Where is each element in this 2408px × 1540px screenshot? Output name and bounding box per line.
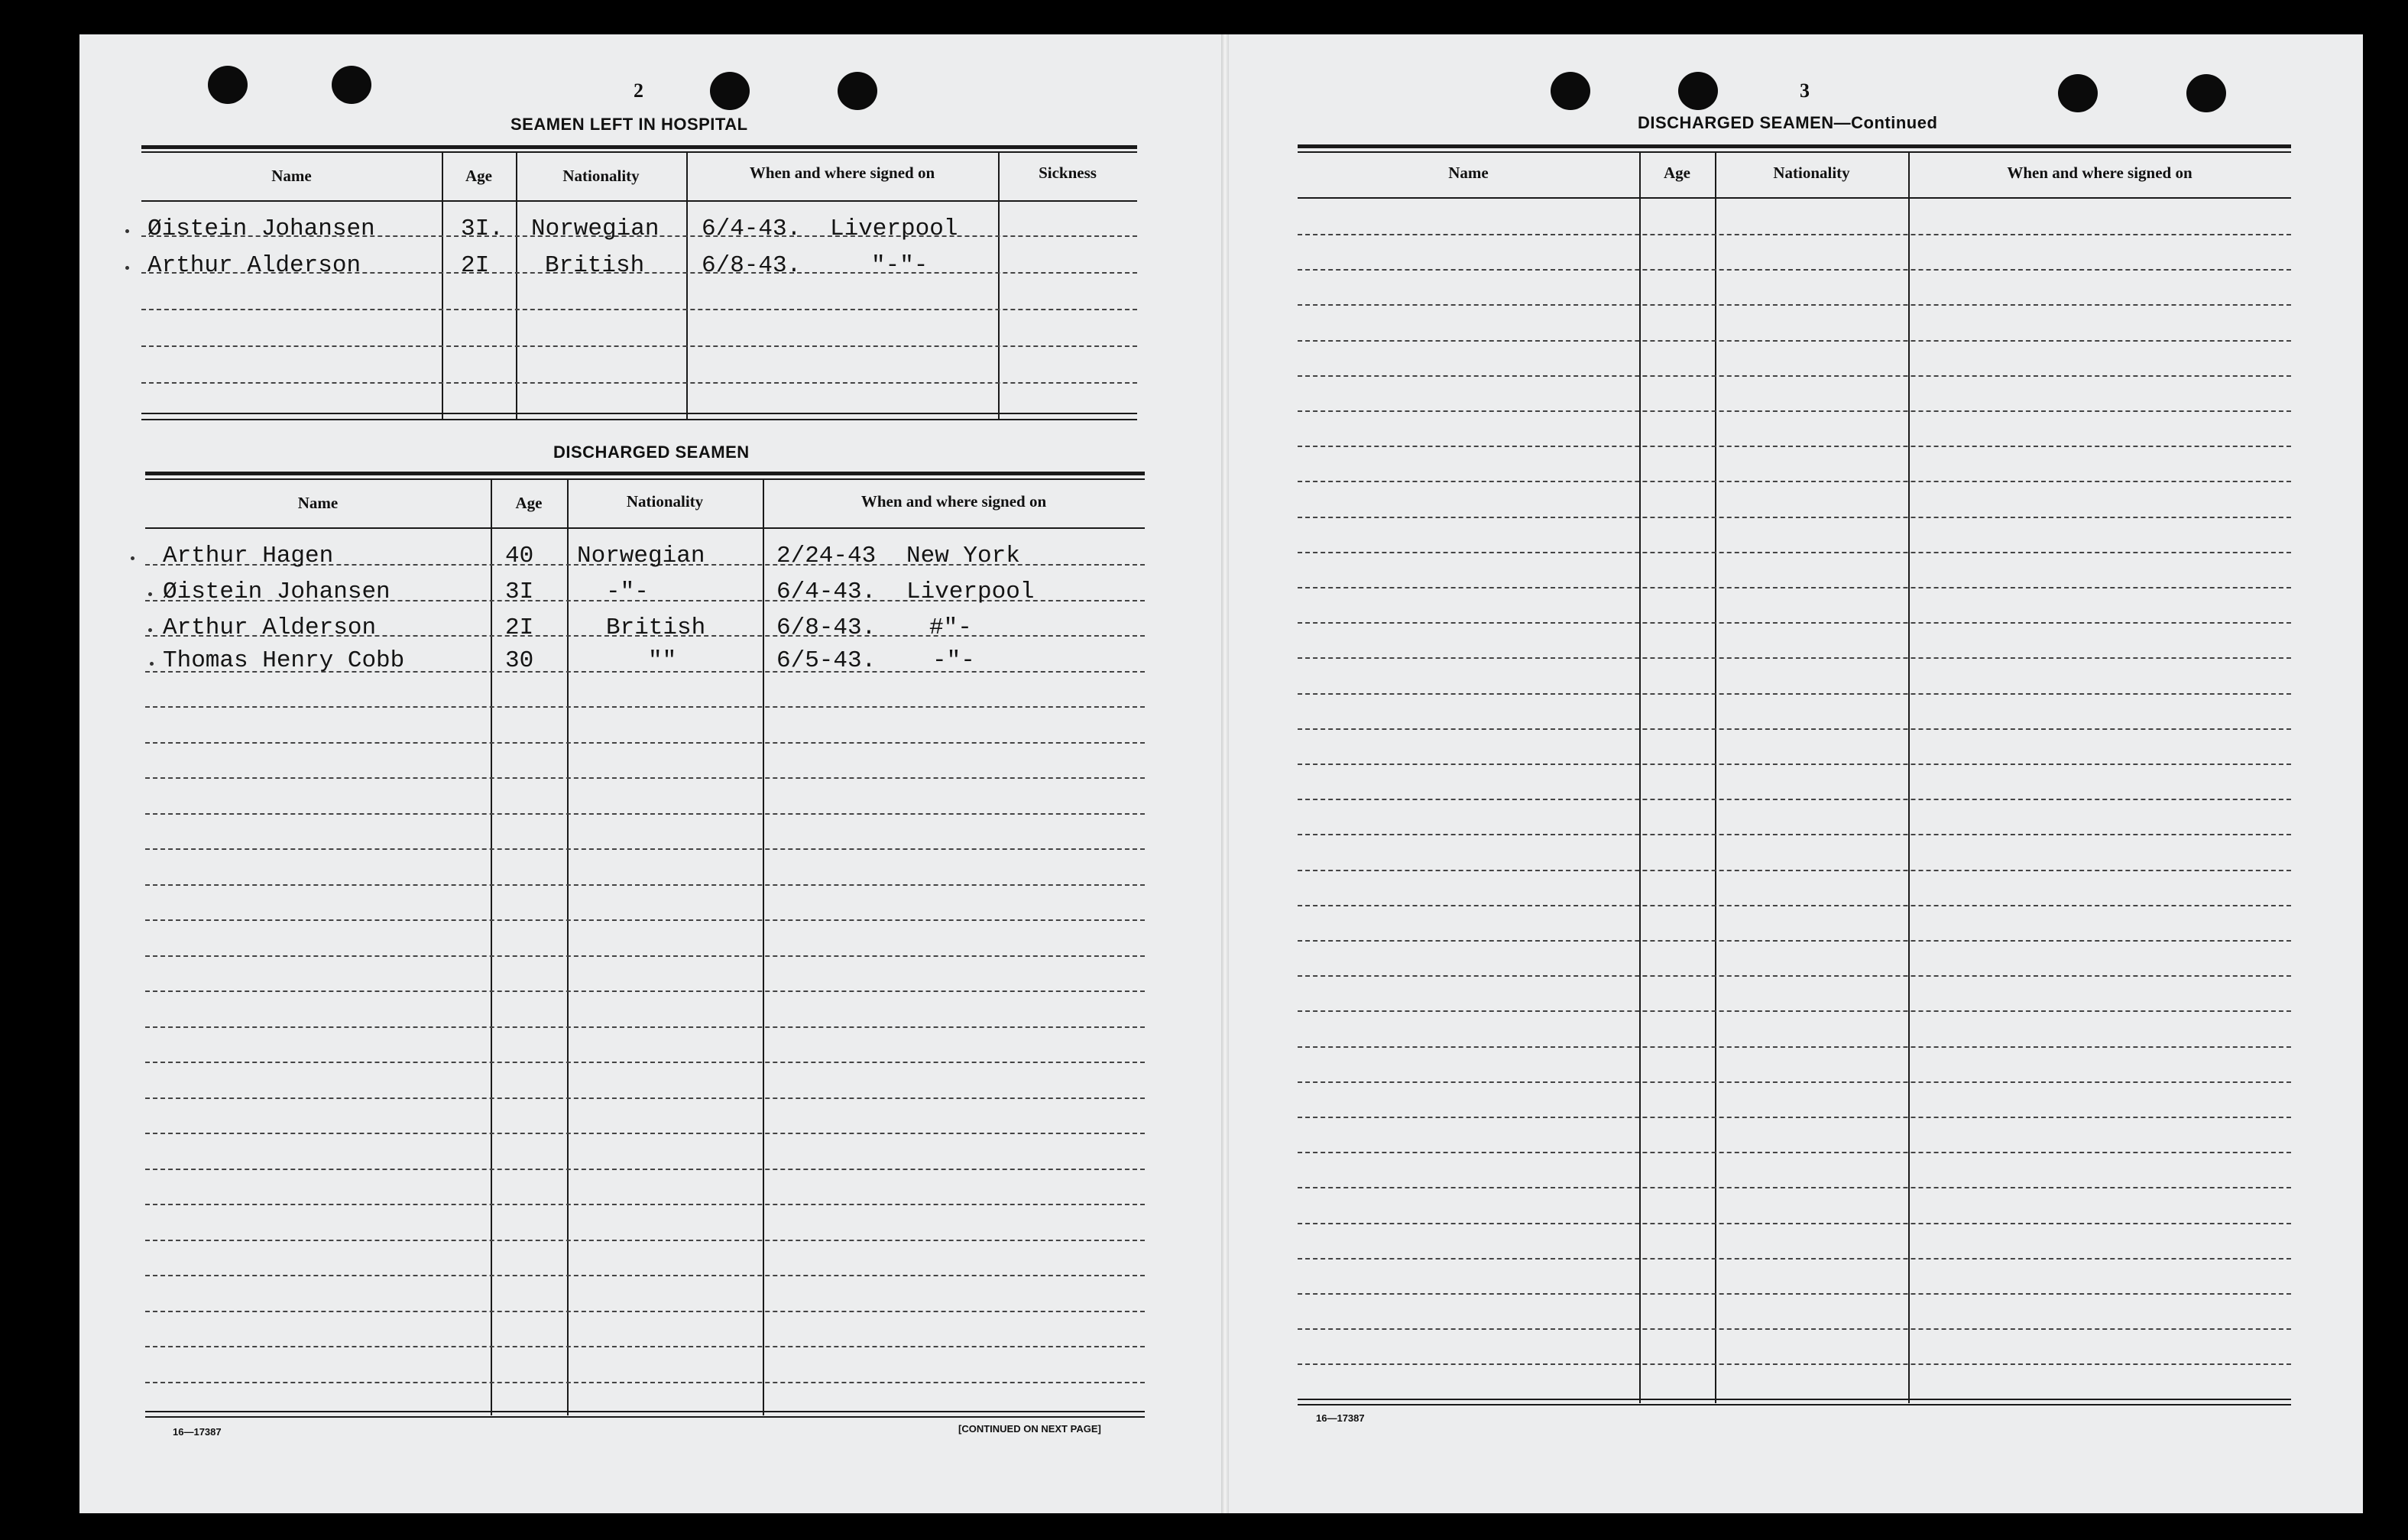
ruled-line <box>1298 1187 2291 1188</box>
table-top-rule <box>1298 151 2291 153</box>
column-header-name: Name <box>297 494 339 512</box>
ruled-line <box>1298 1081 2291 1083</box>
ruled-line <box>145 1133 1145 1134</box>
column-header-age: Age <box>1664 164 1690 182</box>
form-number: 16—17387 <box>1316 1412 1365 1424</box>
ruled-line <box>1298 764 2291 765</box>
ruled-line <box>1298 304 2291 306</box>
right-page <box>1226 34 2363 1513</box>
column-header-nationality: Nationality <box>1773 164 1850 182</box>
column-header-signed-on: When and where signed on <box>860 492 1047 511</box>
column-header-nationality: Nationality <box>626 492 704 511</box>
ruled-line <box>145 1204 1145 1205</box>
ruled-line <box>145 884 1145 886</box>
header-bottom-rule <box>145 527 1145 529</box>
ruled-line <box>145 1097 1145 1099</box>
ruled-line <box>1298 375 2291 377</box>
ruled-line <box>1298 693 2291 695</box>
column-header-sickness: Sickness <box>1039 164 1097 182</box>
discharged-row-age: 3I <box>505 579 534 605</box>
discharged-section-title: DISCHARGED SEAMEN <box>553 443 750 462</box>
ruled-line <box>1298 1258 2291 1260</box>
table-bottom-rule <box>141 413 1137 414</box>
ruled-line <box>1298 1293 2291 1295</box>
table-top-rule <box>141 151 1137 153</box>
ruled-line <box>145 990 1145 992</box>
column-header-nationality: Nationality <box>562 167 640 185</box>
ruled-line <box>1298 622 2291 624</box>
hospital-row-nationality: British <box>545 252 645 279</box>
ruled-line <box>1298 1328 2291 1330</box>
discharged-row-date: 6/4-43. <box>776 579 877 605</box>
column-header-name: Name <box>271 167 312 185</box>
ruled-line <box>145 1169 1145 1170</box>
hospital-row-place: "-"- <box>871 252 929 279</box>
table-top-rule <box>1298 144 2291 148</box>
punch-hole <box>1551 72 1590 110</box>
discharged-row-nationality: "" <box>648 647 677 674</box>
ruled-line <box>145 1240 1145 1241</box>
ruled-line <box>1298 587 2291 588</box>
discharged-row-name: Arthur Alderson <box>163 614 377 641</box>
row-check-mark <box>131 556 134 560</box>
column-divider <box>998 151 1000 419</box>
table-top-rule <box>145 478 1145 480</box>
column-header-name: Name <box>1448 164 1489 182</box>
discharged-row-name: Øistein Johansen <box>163 579 391 605</box>
ruled-line <box>1298 834 2291 835</box>
ruled-line <box>1298 1363 2291 1365</box>
ruled-line <box>145 742 1145 744</box>
discharged-row-date: 2/24-43 <box>776 543 877 569</box>
ruled-line <box>145 706 1145 708</box>
form-number: 16—17387 <box>173 1426 222 1438</box>
punch-hole <box>710 72 750 110</box>
ruled-line <box>145 919 1145 921</box>
ruled-line <box>1298 728 2291 730</box>
hospital-row-place: Liverpool <box>830 216 958 242</box>
discharged-row-nationality: Norwegian <box>577 543 705 569</box>
column-divider <box>686 151 688 419</box>
ruled-line <box>1298 1010 2291 1012</box>
table-bottom-rule <box>145 1416 1145 1418</box>
ruled-line <box>1298 340 2291 342</box>
punch-hole <box>332 66 371 104</box>
ruled-line <box>145 1062 1145 1063</box>
ruled-line <box>1298 234 2291 235</box>
ruled-line <box>1298 410 2291 412</box>
discharged-row-age: 2I <box>505 614 534 641</box>
hospital-section-title: SEAMEN LEFT IN HOSPITAL <box>510 115 748 134</box>
column-header-signed-on: When and where signed on <box>2007 164 2192 182</box>
punch-hole <box>2186 74 2226 112</box>
ruled-line <box>145 955 1145 957</box>
ruled-line <box>1298 552 2291 553</box>
ruled-line <box>1298 870 2291 871</box>
discharged-continued-title: DISCHARGED SEAMEN—Continued <box>1638 113 1938 132</box>
hospital-row-date: 6/4-43. <box>702 216 802 242</box>
ruled-line <box>145 1275 1145 1276</box>
row-check-mark <box>125 266 129 270</box>
ruled-line <box>1298 1152 2291 1153</box>
discharged-row-place: Liverpool <box>906 579 1035 605</box>
ruled-line <box>145 848 1145 850</box>
punch-hole <box>208 66 248 104</box>
discharged-row-nationality: British <box>606 614 706 641</box>
ruled-line <box>1298 1223 2291 1224</box>
page-number: 3 <box>1800 79 1810 102</box>
table-bottom-rule <box>141 419 1137 420</box>
column-header-signed-on: When and where signed on <box>749 164 935 182</box>
discharged-row-place: #"- <box>929 614 972 641</box>
discharged-row-age: 40 <box>505 543 534 569</box>
hospital-row-name: Øistein Johansen <box>147 216 375 242</box>
discharged-row-age: 30 <box>505 647 534 674</box>
ruled-line <box>145 1382 1145 1383</box>
row-check-mark <box>150 662 154 666</box>
table-bottom-rule <box>145 1411 1145 1412</box>
column-header-age: Age <box>515 494 543 512</box>
ruled-line <box>145 1311 1145 1312</box>
discharged-row-place: -"- <box>932 647 975 674</box>
ruled-line <box>141 345 1137 347</box>
hospital-row-age: 3I. <box>461 216 504 242</box>
ruled-line <box>1298 657 2291 659</box>
hospital-row-nationality: Norwegian <box>531 216 660 242</box>
ruled-line <box>1298 975 2291 977</box>
page-gutter <box>1221 34 1229 1513</box>
table-bottom-rule <box>1298 1399 2291 1400</box>
column-divider <box>516 151 517 419</box>
ruled-line <box>145 813 1145 815</box>
ruled-line <box>1298 1046 2291 1048</box>
ruled-line <box>145 1346 1145 1347</box>
ruled-line <box>141 309 1137 310</box>
ruled-line <box>1298 517 2291 518</box>
row-check-mark <box>148 592 152 596</box>
header-bottom-rule <box>1298 197 2291 199</box>
row-check-mark <box>148 628 152 632</box>
punch-hole <box>2058 74 2098 112</box>
ruled-line <box>141 382 1137 384</box>
row-check-mark <box>125 229 129 233</box>
ruled-line <box>1298 481 2291 482</box>
discharged-row-name: Arthur Hagen <box>163 543 334 569</box>
table-bottom-rule <box>1298 1404 2291 1405</box>
discharged-row-date: 6/5-43. <box>776 647 877 674</box>
discharged-row-place: New York <box>906 543 1020 569</box>
ruled-line <box>1298 799 2291 800</box>
punch-hole <box>1678 72 1718 110</box>
column-header-age: Age <box>465 167 492 185</box>
discharged-row-name: Thomas Henry Cobb <box>163 647 405 674</box>
hospital-row-name: Arthur Alderson <box>147 252 361 279</box>
table-top-rule <box>141 145 1137 149</box>
hospital-row-date: 6/8-43. <box>702 252 802 279</box>
page-number: 2 <box>634 79 643 102</box>
ruled-line <box>1298 940 2291 942</box>
discharged-row-nationality: -"- <box>606 579 649 605</box>
ruled-line <box>145 1026 1145 1028</box>
discharged-row-date: 6/8-43. <box>776 614 877 641</box>
ruled-line <box>1298 1117 2291 1118</box>
ruled-line <box>1298 446 2291 447</box>
header-bottom-rule <box>141 200 1137 202</box>
continued-note: [CONTINUED ON NEXT PAGE] <box>958 1423 1101 1435</box>
table-top-rule <box>145 472 1145 475</box>
ruled-line <box>1298 905 2291 906</box>
hospital-row-age: 2I <box>461 252 490 279</box>
ruled-line <box>1298 269 2291 271</box>
column-divider <box>442 151 443 419</box>
punch-hole <box>838 72 877 110</box>
ruled-line <box>145 777 1145 779</box>
